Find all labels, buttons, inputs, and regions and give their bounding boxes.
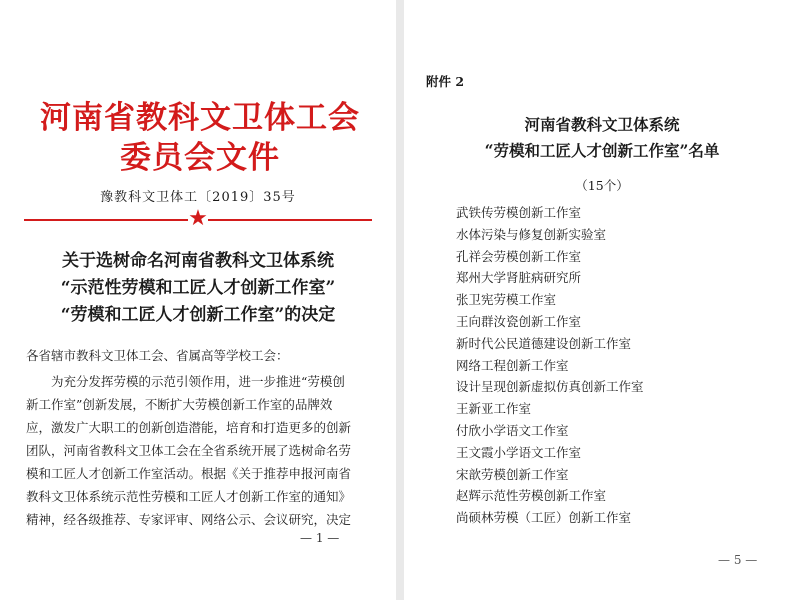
attachment-label: 附件 2 (426, 74, 465, 89)
red-divider-right (208, 219, 372, 221)
body-line: 团队，河南省教科文卫体工会在全省系统开展了选树命名劳 (26, 443, 352, 458)
document-page-left (0, 0, 396, 600)
red-divider-left (24, 219, 188, 221)
body-line: 应，激发广大职工的创新创造潜能，培育和打造更多的创新 (26, 420, 352, 435)
body-line: 为充分发挥劳模的示范引领作用，进一步推进“劳模创 (26, 374, 345, 389)
list-item: 张卫宪劳模工作室 (456, 292, 557, 308)
list-title (404, 112, 800, 164)
decision-title (20, 248, 376, 329)
decision-title-line: “示范性劳模和工匠人才创新工作室” (60, 278, 336, 298)
list-item: 付欣小学语文工作室 (456, 422, 569, 438)
body-paragraph (26, 370, 376, 531)
list-item: 网络工程创新工作室 (456, 357, 569, 373)
page-number: — 1 — (300, 531, 340, 545)
list-item: 王向群汝瓷创新工作室 (456, 313, 582, 329)
decision-title-line: “劳模和工匠人才创新工作室”的决定 (60, 305, 336, 325)
body-line: 精神，经各级推荐、专家评审、网络公示、会议研究，决定 (26, 512, 352, 527)
list-item: 郑州大学肾脏病研究所 (456, 270, 582, 286)
list-item: 赵辉示范性劳模创新工作室 (456, 488, 607, 504)
studio-list (456, 202, 644, 529)
list-title-line: “劳模和工匠人才创新工作室”名单 (484, 141, 720, 160)
body-line: 教科文卫体系统示范性劳模和工匠人才创新工作室的通知》 (26, 489, 352, 504)
decision-title-line: 关于选树命名河南省教科文卫体系统 (62, 251, 334, 271)
list-item: 设计呈现创新虚拟仿真创新工作室 (456, 379, 644, 395)
body-line: 模和工匠人才创新工作室活动。根据《关于推荐申报河南省 (26, 466, 352, 481)
red-star-icon: ★ (188, 206, 208, 231)
body-line: 新工作室”创新发展，不断扩大劳模创新工作室的品牌效 (26, 397, 333, 412)
list-item: 武铁传劳模创新工作室 (456, 205, 582, 220)
list-item: 宋歆劳模创新工作室 (456, 466, 569, 482)
studio-count: （15个） (575, 178, 629, 193)
list-item: 王文霞小学语文工作室 (456, 444, 582, 460)
page-number: — 5 — (718, 553, 758, 567)
list-item: 王新亚工作室 (456, 401, 532, 417)
salutation: 各省辖市教科文卫体工会、省属高等学校工会： (26, 348, 289, 363)
list-item: 尚硕林劳模（工匠）创新工作室 (456, 510, 632, 526)
document-number: 豫教科文卫体工〔2019〕35号 (100, 190, 296, 205)
list-item: 孔祥会劳模创新工作室 (456, 248, 582, 264)
list-item: 水体污染与修复创新实验室 (456, 226, 607, 242)
document-page-right (404, 0, 800, 600)
document-red-header: 河南省教科文卫体工会委员会文件 (40, 100, 360, 176)
list-item: 新时代公民道德建设创新工作室 (456, 335, 632, 351)
list-title-line: 河南省教科文卫体系统 (524, 115, 680, 134)
